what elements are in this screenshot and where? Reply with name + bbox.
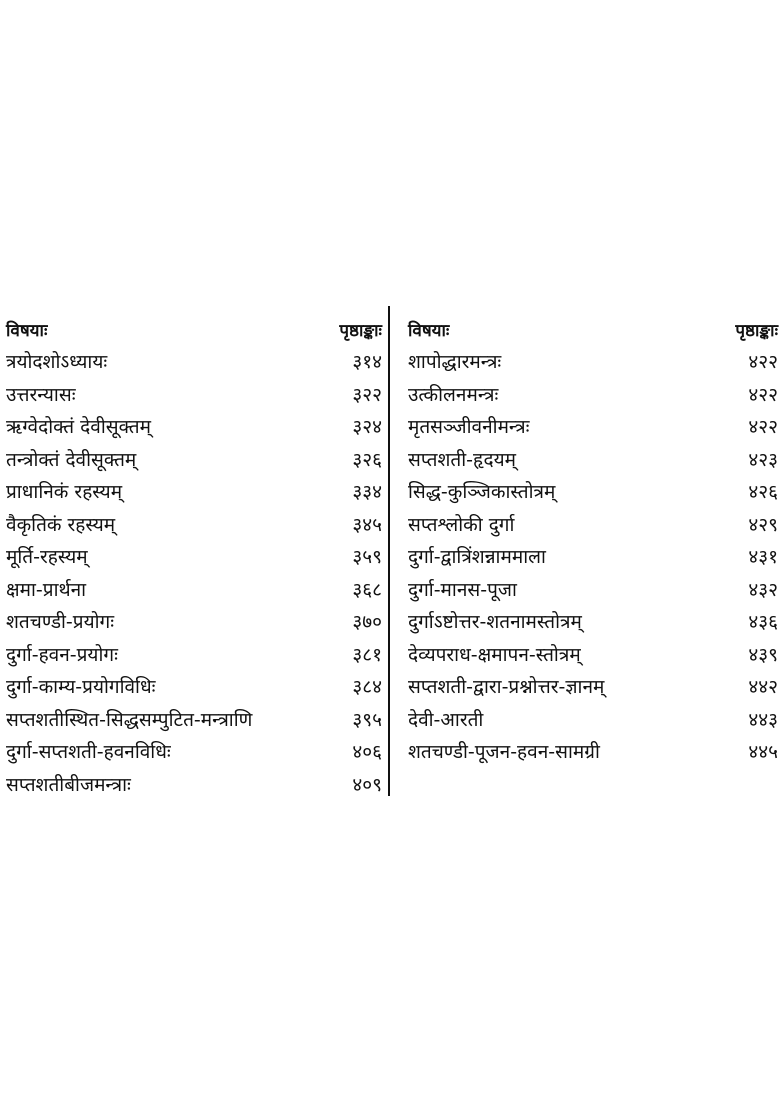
entry-page-number: ४२२ <box>748 383 778 406</box>
entry-title: दुर्गा-सप्तशती-हवनविधिः <box>6 741 171 763</box>
entry-page-number: ४३६ <box>748 611 778 633</box>
entry-page-number: ३१४ <box>352 351 382 373</box>
toc-entry <box>408 476 778 509</box>
entry-page-number: ४४३ <box>748 708 778 731</box>
entry-page-number: ३४५ <box>352 513 382 536</box>
entry-title: देव्यपराध-क्षमापन-स्तोत्रम् <box>407 643 581 666</box>
entry-title: दुर्गाऽष्टोत्तर-शतनामस्तोत्रम् <box>407 611 582 633</box>
toc-entry <box>6 379 382 412</box>
toc-entry <box>408 671 778 704</box>
entry-title: उत्कीलनमन्त्रः <box>407 383 499 406</box>
entry-page-number: ३८४ <box>352 676 382 698</box>
entry-page-number: ३९५ <box>352 708 382 731</box>
toc-entry <box>408 574 778 607</box>
entry-page-number: ३५९ <box>352 546 382 568</box>
entry-title: सप्तशती-हृदयम् <box>407 448 516 471</box>
toc-entry <box>6 541 382 574</box>
entry-title: देवी-आरती <box>407 708 484 731</box>
toc-entry <box>408 379 778 412</box>
entry-title: मूर्ति-रहस्यम् <box>6 546 88 568</box>
toc-entry <box>408 509 778 542</box>
table-of-contents <box>6 316 778 801</box>
entry-title: उत्तरन्यासः <box>6 383 76 406</box>
toc-entry <box>6 704 382 737</box>
subject-heading: विषयाः <box>407 321 450 341</box>
entry-title: सप्तशतीस्थित-सिद्धसम्पुटित-मन्त्राणि <box>6 708 253 731</box>
entry-title: प्राधानिकं रहस्यम् <box>6 481 123 503</box>
entry-page-number: ४२२ <box>748 351 778 373</box>
page-heading: पृष्ठाङ्काः <box>339 321 382 341</box>
toc-entry <box>6 574 382 607</box>
entry-title: सिद्ध-कुञ्जिकास्तोत्रम् <box>407 481 556 503</box>
entry-page-number: ४०९ <box>352 773 382 796</box>
entry-page-number: ४४५ <box>748 741 778 763</box>
toc-entry <box>6 736 382 769</box>
toc-entry <box>6 411 382 444</box>
entry-page-number: ४३१ <box>748 546 778 568</box>
toc-left-column <box>6 316 390 801</box>
entry-page-number: ४३२ <box>748 578 778 601</box>
entry-title: ऋग्वेदोक्तं देवीसूक्तम् <box>6 416 151 438</box>
entry-page-number: ४४२ <box>748 676 778 698</box>
entry-title: सप्तशतीबीजमन्त्राः <box>6 773 131 796</box>
toc-entry <box>6 476 382 509</box>
entry-title: शापोद्धारमन्त्रः <box>407 351 502 373</box>
entry-page-number: ४२३ <box>748 448 778 471</box>
toc-entry <box>408 639 778 672</box>
entry-title: दुर्गा-द्वात्रिंशन्नाममाला <box>407 546 546 568</box>
toc-entry <box>408 736 778 769</box>
entry-title: तन्त्रोक्तं देवीसूक्तम् <box>6 448 137 471</box>
toc-entry <box>408 541 778 574</box>
entry-page-number: ४२६ <box>748 481 778 503</box>
toc-entry <box>408 346 778 379</box>
page-heading: पृष्ठाङ्काः <box>735 321 778 341</box>
entry-page-number: ३२४ <box>352 416 382 438</box>
entry-title: शतचण्डी-प्रयोगः <box>6 611 115 633</box>
entry-page-number: ४२२ <box>748 416 778 438</box>
entry-page-number: ३३४ <box>352 481 382 503</box>
entry-page-number: ४२९ <box>748 513 778 536</box>
toc-entry <box>6 509 382 542</box>
toc-entry <box>408 606 778 639</box>
subject-heading: विषयाः <box>6 321 48 341</box>
toc-entry <box>408 704 778 737</box>
entry-title: दुर्गा-हवन-प्रयोगः <box>6 643 118 666</box>
toc-right-column <box>390 316 778 801</box>
entry-title: सप्तशती-द्वारा-प्रश्नोत्तर-ज्ञानम् <box>407 676 605 698</box>
entry-title: त्रयोदशोऽध्यायः <box>6 351 108 373</box>
toc-entry <box>6 346 382 379</box>
toc-entry <box>6 639 382 672</box>
entry-title: सप्तश्लोकी दुर्गा <box>407 513 515 536</box>
entry-title: दुर्गा-काम्य-प्रयोगविधिः <box>6 676 156 698</box>
entry-title: दुर्गा-मानस-पूजा <box>407 578 517 601</box>
toc-right-header <box>408 316 778 346</box>
entry-title: मृतसञ्जीवनीमन्त्रः <box>407 416 530 438</box>
toc-entry <box>6 444 382 477</box>
toc-entry <box>408 411 778 444</box>
toc-entry <box>6 671 382 704</box>
entry-title: क्षमा-प्रार्थना <box>6 578 87 601</box>
entry-page-number: ३२६ <box>352 448 382 471</box>
entry-page-number: ३७० <box>352 611 382 633</box>
entry-page-number: ३२२ <box>352 383 382 406</box>
entry-title: शतचण्डी-पूजन-हवन-सामग्री <box>407 741 600 763</box>
entry-title: वैकृतिकं रहस्यम् <box>6 513 116 536</box>
entry-page-number: ३८१ <box>352 643 382 666</box>
entry-page-number: ३६८ <box>352 578 382 601</box>
toc-entry <box>6 606 382 639</box>
toc-left-header <box>6 316 382 346</box>
toc-entry <box>408 444 778 477</box>
entry-page-number: ४०६ <box>352 741 382 763</box>
toc-entry <box>6 769 382 802</box>
entry-page-number: ४३९ <box>748 643 778 666</box>
